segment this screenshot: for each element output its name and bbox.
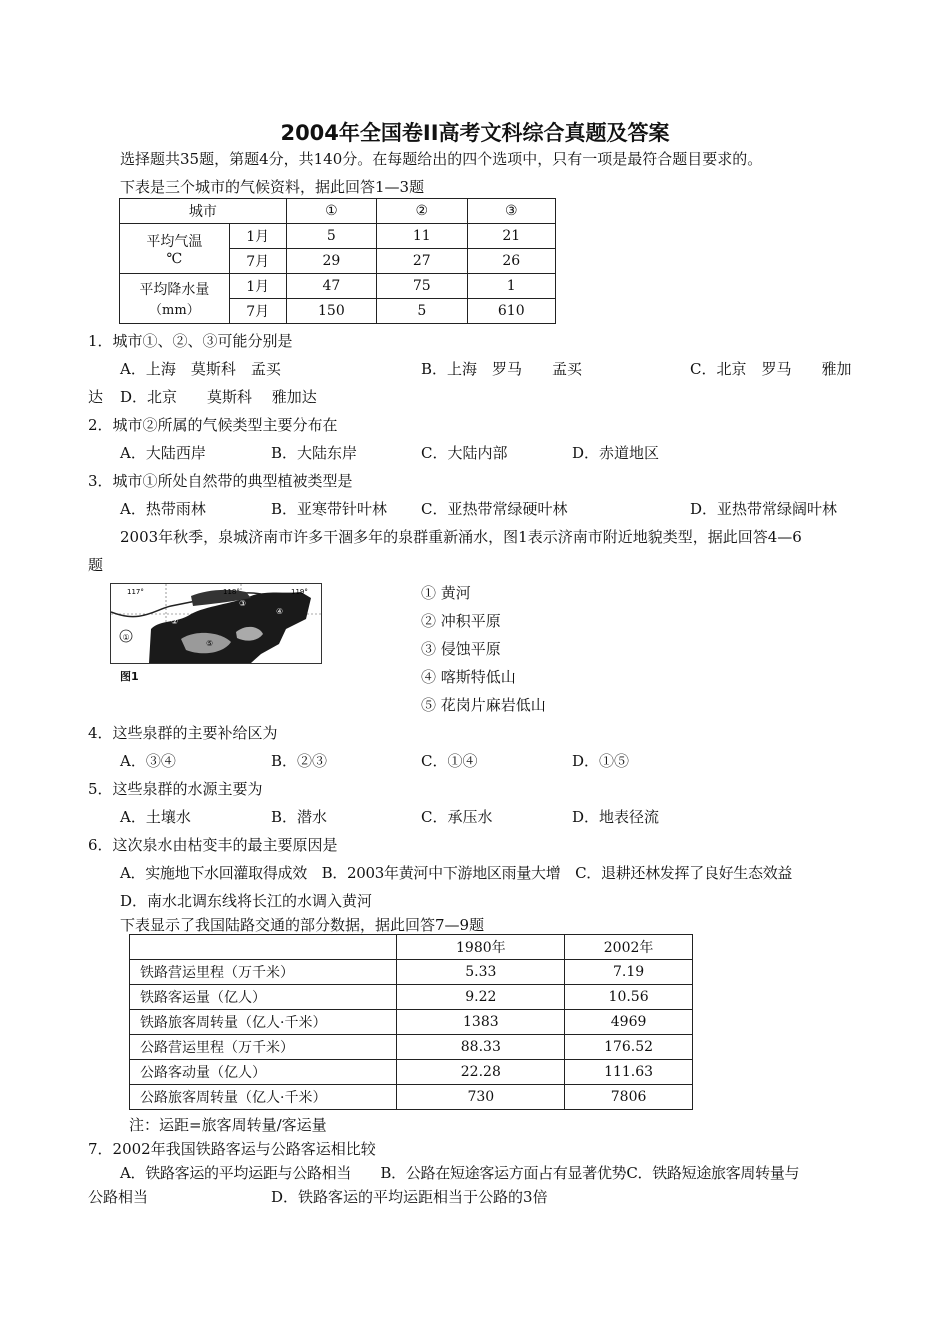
table-row xyxy=(120,199,556,224)
table-row xyxy=(130,1010,693,1035)
table-row xyxy=(130,960,693,985)
month-label: 7月 xyxy=(229,249,286,274)
q1-option-d: D．北京 莫斯科 雅加达 xyxy=(120,388,317,406)
table-cell: 21 xyxy=(467,224,555,249)
map-intro: 2003年秋季，泉城济南市许多干涸多年的泉群重新涌水，图1表示济南市附近地貌类型，据此回答4—6 xyxy=(120,528,802,546)
table-cell: 5 xyxy=(377,299,467,324)
q1-option-a: A．上海 莫斯科 孟买 xyxy=(120,360,281,378)
header-city-3: ③ xyxy=(467,199,555,224)
header-city-1: ① xyxy=(286,199,376,224)
table-cell: 10.56 xyxy=(565,985,693,1010)
climate-table xyxy=(119,198,556,324)
temp-label: 平均气温 ℃ xyxy=(120,224,230,274)
month-label: 1月 xyxy=(229,224,286,249)
table-cell: 610 xyxy=(467,299,555,324)
table-cell: 26 xyxy=(467,249,555,274)
table-cell: 88.33 xyxy=(397,1035,565,1060)
table-cell: 9.22 xyxy=(397,985,565,1010)
table-cell: 27 xyxy=(377,249,467,274)
q7-options-line1: A．铁路客运的平均运距与公路相当 B．公路在短途客运方面占有显著优势C．铁路短途旅客周转量与 xyxy=(120,1164,800,1182)
legend-item: ③ 侵蚀平原 xyxy=(421,640,501,658)
landform-map xyxy=(110,583,322,664)
table-cell: 11 xyxy=(377,224,467,249)
row-label: 公路客动量（亿人） xyxy=(130,1060,397,1085)
table1-intro: 下表是三个城市的气候资料，据此回答1—3题 xyxy=(120,178,425,196)
transport-table xyxy=(129,934,693,1110)
q5-option-c: C．承压水 xyxy=(421,808,493,826)
table-cell: 1383 xyxy=(397,1010,565,1035)
legend-item: ⑤ 花岗片麻岩低山 xyxy=(421,696,546,714)
q3-option-b: B．亚寒带针叶林 xyxy=(271,500,388,518)
table-header xyxy=(130,935,397,960)
q3-option-d: D．亚热带常绿阔叶林 xyxy=(690,500,838,518)
map-label-5: ⑤ xyxy=(206,639,214,648)
q6-stem: 6．这次泉水由枯变丰的最主要原因是 xyxy=(88,836,338,854)
map-intro-cont: 题 xyxy=(88,556,104,574)
q4-option-b: B．②③ xyxy=(271,752,328,770)
q1-stem: 1．城市①、②、③可能分别是 xyxy=(88,332,293,350)
q5-stem: 5．这些泉群的水源主要为 xyxy=(88,780,263,798)
table-row xyxy=(130,985,693,1010)
q1-option-c: C．北京 罗马 雅加 xyxy=(690,360,852,378)
q2-option-b: B．大陆东岸 xyxy=(271,444,358,462)
map-lon-3: 119° xyxy=(291,588,308,596)
q2-option-d: D．赤道地区 xyxy=(572,444,660,462)
row-label: 公路旅客周转量（亿人·千米） xyxy=(130,1085,397,1110)
table-cell: 7806 xyxy=(565,1085,693,1110)
row-label: 铁路营运里程（万千米） xyxy=(130,960,397,985)
q2-option-c: C．大陆内部 xyxy=(421,444,508,462)
q2-stem: 2．城市②所属的气候类型主要分布在 xyxy=(88,416,338,434)
map-label-4: ④ xyxy=(276,607,284,616)
q6-options-line1: A．实施地下水回灌取得成效 B．2003年黄河中下游地区雨量大增 C．退耕还林发挥了良好生态效益 xyxy=(120,864,793,882)
table-cell: 150 xyxy=(286,299,376,324)
table-cell: 29 xyxy=(286,249,376,274)
table-cell: 75 xyxy=(377,274,467,299)
table-cell: 730 xyxy=(397,1085,565,1110)
table-header: 2002年 xyxy=(565,935,693,960)
table-cell: 176.52 xyxy=(565,1035,693,1060)
q4-option-d: D．①⑤ xyxy=(572,752,630,770)
legend-item: ② 冲积平原 xyxy=(421,612,501,630)
map-lon-2: 118° xyxy=(223,588,240,596)
intro-text: 选择题共35题，第题4分，共140分。在每题给出的四个选项中，只有一项是最符合题目要求的。 xyxy=(120,150,763,168)
table-row xyxy=(120,274,556,299)
map-label-2: ② xyxy=(171,617,179,626)
q3-option-c: C．亚热带常绿硬叶林 xyxy=(421,500,568,518)
table-cell: 22.28 xyxy=(397,1060,565,1085)
legend-item: ① 黄河 xyxy=(421,584,471,602)
q5-option-d: D．地表径流 xyxy=(572,808,660,826)
legend-item: ④ 喀斯特低山 xyxy=(421,668,516,686)
table-row xyxy=(130,1060,693,1085)
q1-option-b: B．上海 罗马 孟买 xyxy=(421,360,583,378)
page-title: 2004年全国卷II高考文科综合真题及答案 xyxy=(280,121,670,145)
table-cell: 5.33 xyxy=(397,960,565,985)
table-cell: 1 xyxy=(467,274,555,299)
table-row xyxy=(130,935,693,960)
header-city-2: ② xyxy=(377,199,467,224)
table-row xyxy=(130,1035,693,1060)
q6-option-d: D．南水北调东线将长江的水调入黄河 xyxy=(120,892,373,910)
rain-label: 平均降水量 （mm） xyxy=(120,274,230,324)
q7-option-c-cont: 公路相当 xyxy=(88,1188,149,1206)
table-row xyxy=(130,1085,693,1110)
table2-note: 注：运距=旅客周转量/客运量 xyxy=(129,1116,327,1134)
month-label: 1月 xyxy=(229,274,286,299)
q3-stem: 3．城市①所处自然带的典型植被类型是 xyxy=(88,472,353,490)
table-cell: 47 xyxy=(286,274,376,299)
q2-option-a: A．大陆西岸 xyxy=(120,444,206,462)
q7-stem: 7．2002年我国铁路客运与公路客运相比较 xyxy=(88,1140,376,1158)
q7-option-d: D．铁路客运的平均运距相当于公路的3倍 xyxy=(271,1188,548,1206)
landform-map-drawing xyxy=(111,584,321,663)
header-city: 城市 xyxy=(120,199,287,224)
table-cell: 5 xyxy=(286,224,376,249)
table-cell: 111.63 xyxy=(565,1060,693,1085)
q5-option-a: A．土壤水 xyxy=(120,808,191,826)
q3-option-a: A．热带雨林 xyxy=(120,500,206,518)
q4-option-a: A．③④ xyxy=(120,752,176,770)
table2-intro: 下表显示了我国陆路交通的部分数据，据此回答7—9题 xyxy=(120,916,485,934)
map-lon-1: 117° xyxy=(127,588,144,596)
q4-option-c: C．①④ xyxy=(421,752,478,770)
table-cell: 4969 xyxy=(565,1010,693,1035)
table-cell: 7.19 xyxy=(565,960,693,985)
table-row xyxy=(120,224,556,249)
q4-stem: 4．这些泉群的主要补给区为 xyxy=(88,724,278,742)
month-label: 7月 xyxy=(229,299,286,324)
row-label: 公路营运里程（万千米） xyxy=(130,1035,397,1060)
table-header: 1980年 xyxy=(397,935,565,960)
map-label-1: ① xyxy=(122,633,130,642)
q1-option-c-cont: 达 xyxy=(88,388,104,406)
map-label-3: ③ xyxy=(239,599,247,608)
row-label: 铁路客运量（亿人） xyxy=(130,985,397,1010)
q5-option-b: B．潜水 xyxy=(271,808,328,826)
figure-caption: 图1 xyxy=(120,670,139,683)
row-label: 铁路旅客周转量（亿人·千米） xyxy=(130,1010,397,1035)
